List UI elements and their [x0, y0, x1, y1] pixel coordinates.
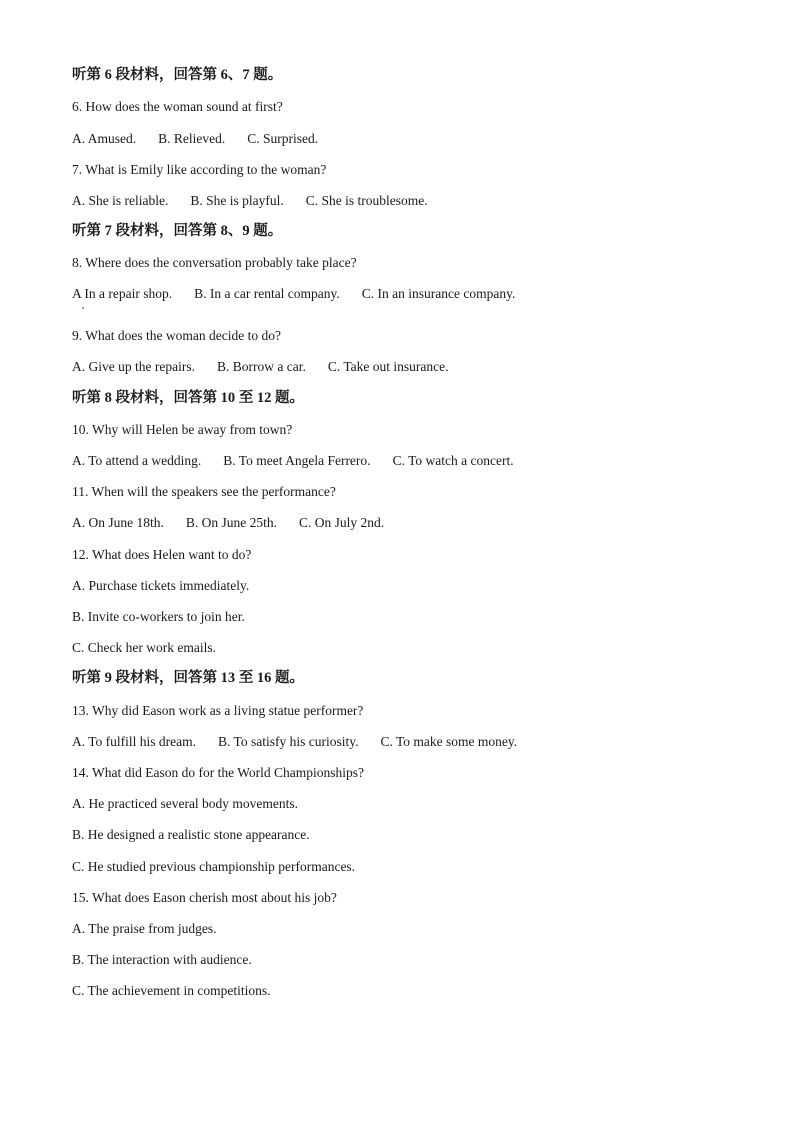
question-13-option-b: B. To satisfy his curiosity.	[218, 734, 359, 749]
question-7-stem: 7. What is Emily like according to the woman?	[72, 162, 327, 177]
question-12-option-c: C. Check her work emails.	[72, 640, 216, 655]
question-13-option-c: C. To make some money.	[380, 734, 518, 749]
question-9-stem: 9. What does the woman decide to do?	[72, 328, 281, 343]
question-13-option-a: A. To fulfill his dream.	[72, 734, 197, 749]
question-8-option-c: C. In an insurance company.	[361, 286, 516, 301]
question-14-stem: 14. What did Eason do for the World Championships?	[72, 765, 365, 780]
question-14-option-c: C. He studied previous championship performances.	[72, 859, 356, 874]
question-9-options	[72, 358, 448, 376]
question-8-stem: 8. Where does the conversation probably take place?	[72, 255, 357, 270]
question-15-option-c: C. The achievement in competitions.	[72, 983, 271, 998]
question-9-option-a: A. Give up the repairs.	[72, 359, 195, 374]
question-9-option-c: C. Take out insurance.	[327, 359, 449, 374]
question-15-stem: 15. What does Eason cherish most about his job?	[72, 890, 337, 905]
question-11-stem: 11. When will the speakers see the performance?	[72, 484, 336, 499]
stray-dot-mark	[82, 307, 84, 309]
question-12-option-a: A. Purchase tickets immediately.	[72, 578, 250, 593]
question-8-option-a: A In a repair shop.	[72, 286, 173, 301]
question-12-stem: 12. What does Helen want to do?	[72, 547, 252, 562]
question-6-option-b: B. Relieved.	[158, 131, 226, 146]
question-10-option-b: B. To meet Angela Ferrero.	[223, 453, 371, 468]
question-13-stem: 13. Why did Eason work as a living statue performer?	[72, 703, 364, 718]
question-7-options	[72, 192, 428, 210]
question-12-option-b: B. Invite co-workers to join her.	[72, 609, 245, 624]
question-15-option-a: A. The praise from judges.	[72, 921, 217, 936]
question-6-option-c: C. Surprised.	[247, 131, 319, 146]
section-heading-9: 听第 9 段材料，回答第 13 至 16 题。	[72, 670, 304, 686]
question-10-options	[72, 452, 514, 470]
question-6-options	[72, 130, 318, 148]
question-8-option-b: B. In a car rental company.	[194, 286, 340, 301]
question-6-option-a: A. Amused.	[72, 131, 137, 146]
question-10-stem: 10. Why will Helen be away from town?	[72, 422, 293, 437]
question-14-option-b: B. He designed a realistic stone appearance.	[72, 827, 310, 842]
question-8-options	[72, 285, 515, 303]
question-7-option-a: A. She is reliable.	[72, 193, 169, 208]
question-10-option-c: C. To watch a concert.	[392, 453, 514, 468]
question-7-option-c: C. She is troublesome.	[305, 193, 428, 208]
question-6-stem: 6. How does the woman sound at first?	[72, 99, 283, 114]
question-10-option-a: A. To attend a wedding.	[72, 453, 202, 468]
question-11-option-b: B. On June 25th.	[185, 515, 277, 530]
section-heading-7: 听第 7 段材料，回答第 8、9 题。	[72, 223, 283, 239]
question-9-option-b: B. Borrow a car.	[216, 359, 306, 374]
question-11-options	[72, 514, 384, 532]
section-heading-6: 听第 6 段材料，回答第 6、7 题。	[72, 67, 283, 83]
question-7-option-b: B. She is playful.	[190, 193, 284, 208]
question-11-option-a: A. On June 18th.	[72, 515, 164, 530]
question-11-option-c: C. On July 2nd.	[299, 515, 385, 530]
question-15-option-b: B. The interaction with audience.	[72, 952, 252, 967]
question-14-option-a: A. He practiced several body movements.	[72, 796, 299, 811]
section-heading-8: 听第 8 段材料，回答第 10 至 12 题。	[72, 390, 304, 406]
question-13-options	[72, 733, 517, 751]
